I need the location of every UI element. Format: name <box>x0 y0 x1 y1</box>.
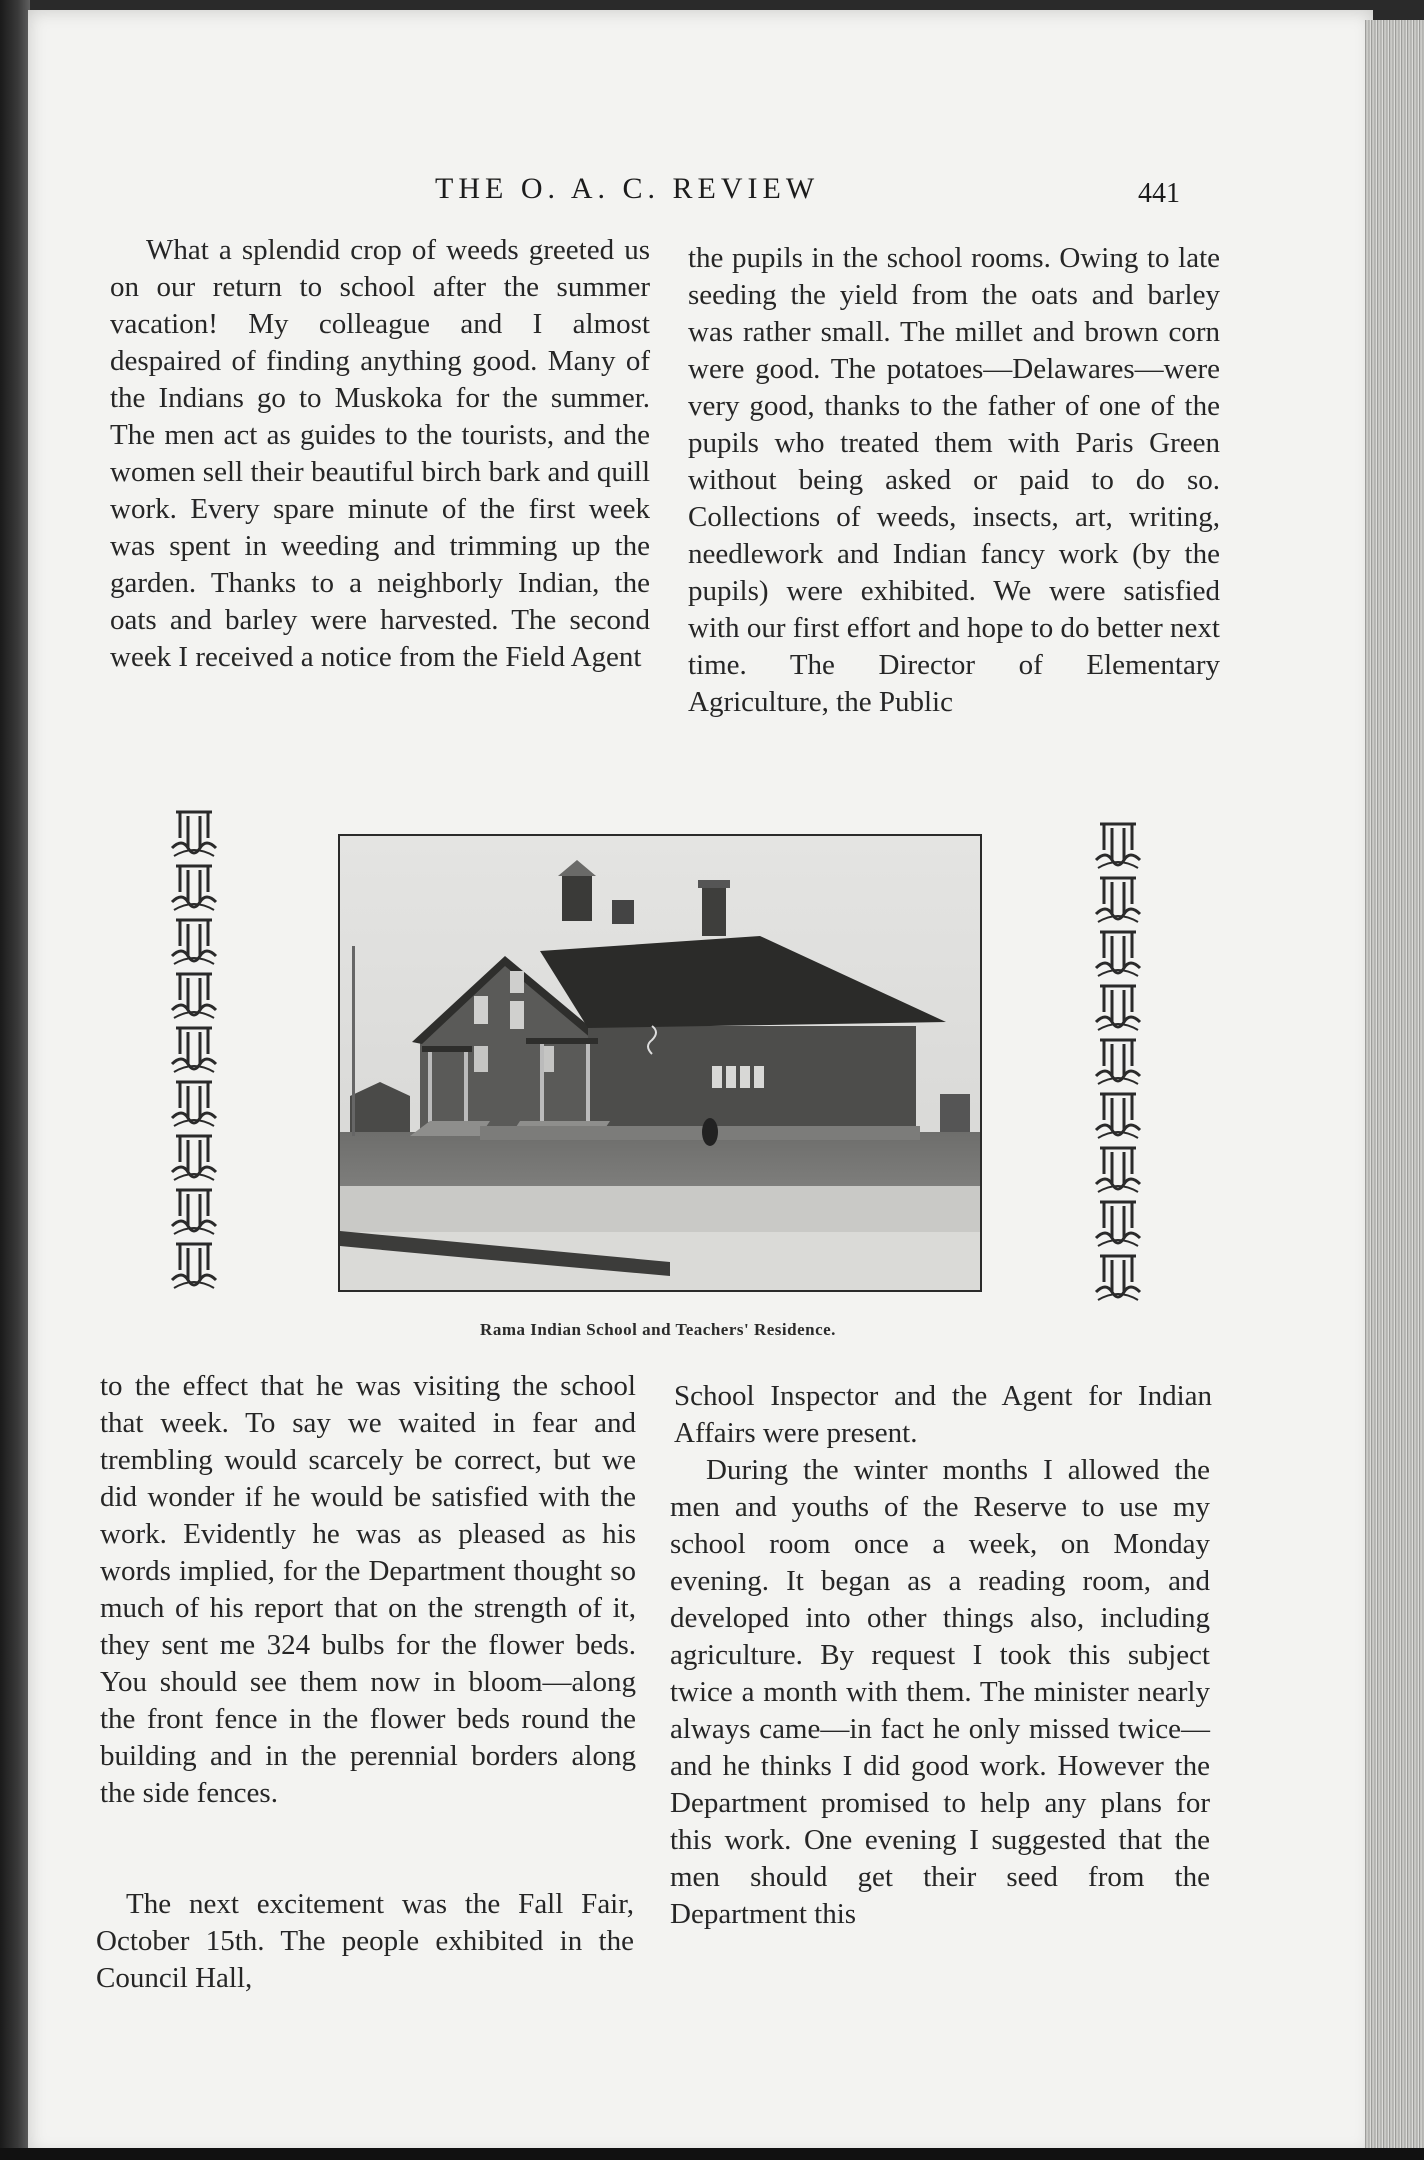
ornament-motif <box>1092 982 1144 1034</box>
ornament-motif <box>1092 1252 1144 1304</box>
ornament-motif <box>1092 1198 1144 1250</box>
paragraph-left-bottom-2: The next excitement was the Fall Fair, October 15th. The people exhibited in the Council Hall, <box>96 1888 634 1994</box>
ornament-motif <box>168 916 220 968</box>
ornament-motif <box>1092 1036 1144 1088</box>
paragraph-left-bottom-1: to the effect that he was visiting the school that week. To say we waited in fear and trembling would scarcely be correct, but we did wonder if he would be satisfied with the work. Evidently he was as pleased as his words implied, for the Department thought so much of his report that on the strength of it, they sent me 324 bulbs for the flower beds. You should see them now in bloom—along the front fence in the flower beds round the building and in the perennial borders along the side fences. <box>100 1370 636 1809</box>
running-head <box>300 172 1180 212</box>
paragraph-right-bottom-1: School Inspector and the Agent for Indian Affairs were present. <box>674 1380 1212 1449</box>
figure-caption: Rama Indian School and Teachers' Residence. <box>480 1320 836 1339</box>
ornament-motif <box>1092 874 1144 926</box>
ornament-motif <box>168 970 220 1022</box>
ornament-motif <box>168 1024 220 1076</box>
ornament-motif <box>168 1186 220 1238</box>
school-building-image <box>340 836 980 1290</box>
left-ornament-border <box>168 808 222 1294</box>
ornament-motif <box>168 862 220 914</box>
ornament-motif <box>168 1240 220 1292</box>
right-ornament-border <box>1092 820 1146 1306</box>
journal-title: THE O. A. C. REVIEW <box>435 172 820 205</box>
school-photograph <box>338 834 982 1292</box>
paragraph-left-top: What a splendid crop of weeds greeted us on our return to school after the summer vacation! My colleague and I almost despaired of finding anything good. Many of the Indians go to Muskoka for the summer. The men act as guides to the tourists, and the women sell their beautiful birch bark and quill work. Every spare minute of the first week was spent in weeding and trimming up the garden. Thanks to a neighborly Indian, the oats and barley were harvested. The second week I received a notice from the Field Agent <box>110 234 650 673</box>
ornament-motif <box>168 1132 220 1184</box>
paragraph-right-top: the pupils in the school rooms. Owing to late seeding the yield from the oats and barley was rather small. The millet and brown corn were good. The potatoes—Delawares—were very good, thanks to the father of one of the pupils who treated them with Paris Green without being asked or paid to do so. Collections of weeds, insects, art, writing, needlework and Indian fancy work (by the pupils) were exhibited. We were satisfied with our first effort and hope to do better next time. The Director of Elementary Agriculture, the Public <box>688 242 1220 718</box>
ornament-motif <box>168 808 220 860</box>
ornament-motif <box>1092 820 1144 872</box>
page-bottom-shadow <box>0 2148 1424 2160</box>
paragraph-right-bottom-2: During the winter months I allowed the men and youths of the Reserve to use my school room once a week, on Monday evening. It began as a reading room, and developed into other things also, including agriculture. By request I took this subject twice a month with them. The minister nearly always came—in fact he only missed twice—and he thinks I did good work. However the Department promised to help any plans for this work. One evening I suggested that the men should get their seed from the Department this <box>670 1454 1210 1930</box>
ornament-motif <box>168 1078 220 1130</box>
ornament-motif <box>1092 1090 1144 1142</box>
ornament-motif <box>1092 928 1144 980</box>
ornament-motif <box>1092 1144 1144 1196</box>
book-spine-edge <box>0 0 30 2160</box>
page-number: 441 <box>1138 178 1180 209</box>
page-stack-edge <box>1365 20 1424 2160</box>
